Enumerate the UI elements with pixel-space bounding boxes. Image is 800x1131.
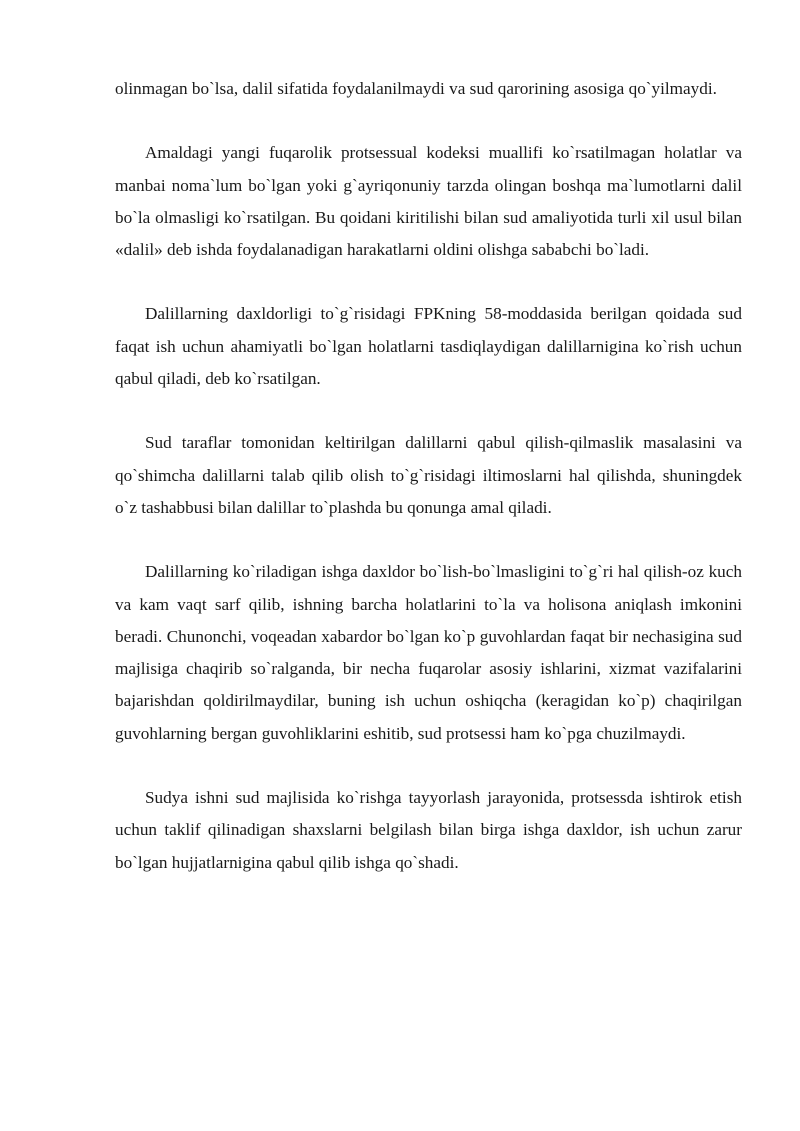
paragraph-3: Dalillarning daxldorligi to`g`risidagi FPKning 58-moddasida berilgan qoidada sud faqat ish uchun ahamiyatli bo`lgan holatlarni tasdiqlaydigan dalillarnigina ko`rish uchun qabul qiladi, deb ko`rsatilgan. xyxy=(115,304,742,389)
paragraph-5: Dalillarning ko`riladigan ishga daxldor bo`lish-bo`lmasligini to`g`ri hal qilish-oz kuch va kam vaqt sarf qilib, ishning barcha holatlarini to`la va holisona aniqlash imkonini beradi. Chunonchi, voqeadan xabardor bo`lgan ko`p guvohlardan faqat bir nechasigina sud majlisiga chaqirib so`ralganda, bir necha fuqarolar asosiy ishlarini, xizmat vazifalarini bajarishdan qoldirilmaydilar, buning ish uchun oshiqcha (keragidan ko`p) chaqirilgan guvohlarning bergan guvohliklarini eshitib, sud protsessi ham ko`pga chuzilmaydi. xyxy=(115,562,742,743)
paragraph-6: Sudya ishni sud majlisida ko`rishga tayyorlash jarayonida, protsessda ishtirok etish uchun taklif qilinadigan shaxslarni belgilash bilan birga ishga daxldor, ish uchun zarur bo`lgan hujjatlarnigina qabul qilib ishga qo`shadi. xyxy=(115,788,742,872)
paragraph-2: Amaldagi yangi fuqarolik protsessual kodeksi muallifi ko`rsatilmagan holatlar va manbai noma`lum bo`lgan yoki g`ayriqonuniy tarzda olingan boshqa ma`lumotlarni dalil bo`la olmasligi ko`rsatilgan. Bu qoidani kiritilishi bilan sud amaliyotida turli xil usul bilan «dalil» deb ishda foydalanadigan harakatlarni oldini olishga sababchi bo`ladi. xyxy=(115,143,742,260)
text-column xyxy=(115,73,742,911)
paragraph-4: Sud taraflar tomonidan keltirilgan dalillarni qabul qilish-qilmaslik masalasini va qo`shimcha dalillarni talab qilib olish to`g`risidagi iltimoslarni hal qilishda, shuningdek o`z tashabbusi bilan dalillar to`plashda bu qonunga amal qiladi. xyxy=(115,433,742,517)
paragraph-continuation: olinmagan bo`lsa, dalil sifatida foydalanilmaydi va sud qarorining asosiga qo`yilmaydi. xyxy=(115,79,717,98)
